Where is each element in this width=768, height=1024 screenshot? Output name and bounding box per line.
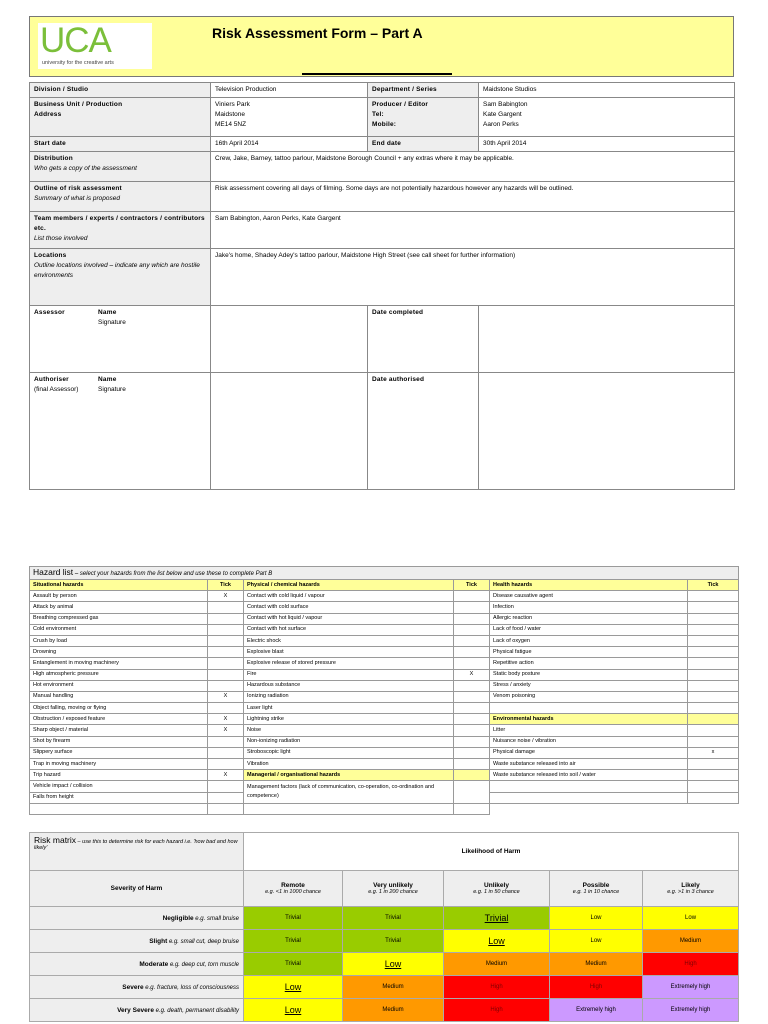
- situational-item: Vehicle impact / collision: [30, 781, 208, 792]
- health-item: Stress / anxiety: [490, 680, 688, 691]
- likelihood-column-header: [244, 871, 343, 907]
- likelihood-name: Unlikely: [484, 882, 509, 889]
- authoriser-name-field[interactable]: [211, 373, 368, 490]
- start-date-value[interactable]: 16th April 2014: [215, 140, 259, 147]
- tel-label: Tel:: [372, 111, 384, 118]
- locations-hint: Outline locations involved – indicate any which are hostile environments: [34, 262, 200, 279]
- health-item: Venom poisoning: [490, 691, 688, 702]
- severity-label-cell: [30, 930, 244, 953]
- physical-item: Fire: [244, 669, 454, 680]
- physical-tick[interactable]: X: [454, 669, 490, 680]
- start-date-label: Start date: [34, 140, 66, 147]
- row-team: [30, 212, 735, 249]
- environmental-item: Litter: [490, 725, 688, 736]
- date-authorised-field[interactable]: [479, 373, 735, 490]
- empty-tick[interactable]: [454, 803, 490, 814]
- hazard-row: [30, 691, 739, 702]
- likelihood-name: Remote: [281, 882, 305, 889]
- hazard-row: [30, 747, 739, 758]
- risk-level-cell: Low: [643, 907, 739, 930]
- severity-name: Moderate: [139, 960, 169, 968]
- likelihood-column-header: [343, 871, 444, 907]
- severity-example: e.g. fracture, loss of consciousness: [143, 984, 239, 991]
- environmental-tick[interactable]: [688, 736, 739, 747]
- physical-item: Stroboscopic light: [244, 747, 454, 758]
- situational-tick[interactable]: X: [208, 770, 244, 781]
- health-tick[interactable]: [688, 691, 739, 702]
- hazard-row: [30, 803, 739, 814]
- row-authoriser: [30, 373, 735, 490]
- hazard-row: [30, 635, 739, 646]
- hazard-row: [30, 669, 739, 680]
- environmental-header: Environmental hazards: [490, 714, 688, 725]
- physical-tick[interactable]: [454, 635, 490, 646]
- empty-cell: [244, 803, 454, 814]
- environmental-header-tick: [688, 714, 739, 725]
- severity-row: [30, 976, 739, 999]
- severity-row: [30, 953, 739, 976]
- physical-item: Noise: [244, 725, 454, 736]
- risk-level-cell: Medium: [343, 976, 444, 999]
- environmental-tick[interactable]: [688, 725, 739, 736]
- title-underline: [302, 73, 452, 75]
- risk-level-cell: Medium: [550, 953, 643, 976]
- risk-level-cell: Trivial: [343, 930, 444, 953]
- risk-level-cell: Trivial: [244, 907, 343, 930]
- physical-item: Contact with hot liquid / vapour: [244, 613, 454, 624]
- physical-tick[interactable]: [454, 691, 490, 702]
- situational-tick[interactable]: [208, 624, 244, 635]
- health-item: Physical fatigue: [490, 647, 688, 658]
- situational-tick[interactable]: [208, 703, 244, 714]
- situational-item: Trip hazard: [30, 770, 208, 781]
- distribution-value[interactable]: Crew, Jake, Barney, tattoo parlour, Maidstone Borough Council + any extras where it may be applicable.: [215, 155, 514, 162]
- health-tick[interactable]: [688, 680, 739, 691]
- health-item: Allergic reaction: [490, 613, 688, 624]
- health-header: Health hazards: [490, 580, 688, 591]
- matrix-header-row: [30, 871, 739, 907]
- health-tick[interactable]: [688, 669, 739, 680]
- physical-tick[interactable]: [454, 736, 490, 747]
- end-date-label: End date: [372, 140, 402, 147]
- row-dates: [30, 137, 735, 152]
- row-division: [30, 83, 735, 98]
- health-item: Repetitive action: [490, 658, 688, 669]
- physical-tick[interactable]: [454, 747, 490, 758]
- tick-header: Tick: [688, 580, 739, 591]
- environmental-tick[interactable]: [688, 759, 739, 770]
- matrix-title-row: [30, 833, 739, 871]
- situational-item: Manual handling: [30, 691, 208, 702]
- producer-label: Producer / Editor: [372, 101, 429, 108]
- outline-value[interactable]: Risk assessment covering all days of filming. Some days are not potentially hazardous however any hazards will be outlined.: [215, 185, 574, 192]
- date-completed-label: Date completed: [372, 309, 424, 316]
- situational-item: Shot by firearm: [30, 736, 208, 747]
- risk-level-cell: High: [444, 999, 550, 1022]
- severity-label-cell: [30, 976, 244, 999]
- date-completed-field[interactable]: [479, 306, 735, 373]
- likelihood-example: e.g. 1 in 50 chance: [473, 889, 520, 895]
- health-tick[interactable]: [688, 613, 739, 624]
- risk-level-cell: Low: [244, 976, 343, 999]
- hazard-list-subtitle: – select your hazards from the list below and use these to complete Part B: [73, 570, 273, 577]
- managerial-tick[interactable]: [454, 781, 490, 803]
- uca-logo: [38, 23, 152, 69]
- hazard-list-title: Hazard list: [33, 566, 74, 577]
- empty-tick[interactable]: [688, 781, 739, 792]
- severity-example: e.g. small bruise: [193, 915, 239, 922]
- empty-tick[interactable]: [688, 792, 739, 803]
- authoriser-signature-label: Signature: [98, 386, 126, 393]
- situational-tick[interactable]: [208, 736, 244, 747]
- mobile-value[interactable]: Aaron Perks: [483, 121, 519, 128]
- physical-tick[interactable]: [454, 759, 490, 770]
- risk-matrix-title: Risk matrix: [34, 835, 77, 845]
- severity-row: [30, 907, 739, 930]
- environmental-item: Nuisance noise / vibration: [490, 736, 688, 747]
- hazard-row: [30, 714, 739, 725]
- empty-cell: [490, 792, 688, 803]
- physical-item: Contact with hot surface: [244, 624, 454, 635]
- physical-item: Hazardous substance: [244, 680, 454, 691]
- hazard-row: [30, 624, 739, 635]
- health-item: Disease causative agent: [490, 591, 688, 602]
- health-tick[interactable]: [688, 624, 739, 635]
- tick-header: Tick: [454, 580, 490, 591]
- hazard-row: [30, 613, 739, 624]
- severity-label-cell: [30, 907, 244, 930]
- health-item: Static body posture: [490, 669, 688, 680]
- division-label: Division / Studio: [34, 86, 89, 93]
- physical-item: Lightning strike: [244, 714, 454, 725]
- team-value[interactable]: Sam Babington, Aaron Perks, Kate Gargent: [215, 215, 341, 222]
- assessor-signature-label: Signature: [98, 319, 126, 326]
- situational-tick[interactable]: X: [208, 691, 244, 702]
- situational-tick[interactable]: [208, 613, 244, 624]
- risk-level-cell: Extremely high: [643, 999, 739, 1022]
- address-line-1[interactable]: Maidstone: [215, 111, 245, 118]
- situational-tick[interactable]: X: [208, 725, 244, 736]
- situational-item: Sharp object / material: [30, 725, 208, 736]
- situational-tick[interactable]: [208, 759, 244, 770]
- end-date-value[interactable]: 30th April 2014: [483, 140, 527, 147]
- risk-level-cell: Extremely high: [643, 976, 739, 999]
- form-header: [29, 16, 734, 77]
- risk-level-cell: High: [643, 953, 739, 976]
- severity-name: Severe: [122, 983, 144, 991]
- physical-tick[interactable]: [454, 591, 490, 602]
- physical-tick[interactable]: [454, 680, 490, 691]
- empty-tick[interactable]: [688, 703, 739, 714]
- physical-item: Explosive blast: [244, 647, 454, 658]
- assessor-name-label: Name: [98, 309, 117, 316]
- physical-tick[interactable]: [454, 703, 490, 714]
- department-label: Department / Series: [372, 86, 437, 93]
- row-distribution: [30, 152, 735, 182]
- managerial-item: Management factors (lack of communication, co-operation, co-ordination and competence): [244, 781, 454, 803]
- physical-tick[interactable]: [454, 725, 490, 736]
- health-tick[interactable]: [688, 647, 739, 658]
- situational-tick[interactable]: [208, 792, 244, 803]
- environmental-tick[interactable]: [688, 770, 739, 781]
- likelihood-column-header: [444, 871, 550, 907]
- situational-item: Drowning: [30, 647, 208, 658]
- health-tick[interactable]: [688, 658, 739, 669]
- hazard-row: [30, 703, 739, 714]
- situational-item: Slippery surface: [30, 747, 208, 758]
- situational-item: Hot environment: [30, 680, 208, 691]
- situational-item: Cold environment: [30, 624, 208, 635]
- hazard-row: [30, 602, 739, 613]
- risk-level-cell: Medium: [444, 953, 550, 976]
- risk-level-cell: Trivial: [244, 930, 343, 953]
- severity-label: Severity of Harm: [110, 885, 163, 892]
- situational-item: Trap in moving machinery: [30, 759, 208, 770]
- likelihood-name: Likely: [681, 882, 700, 889]
- health-item: Lack of oxygen: [490, 635, 688, 646]
- hazard-row: [30, 680, 739, 691]
- physical-item: Electric shock: [244, 635, 454, 646]
- severity-example: e.g. small cut, deep bruise: [167, 938, 239, 945]
- department-value[interactable]: Maidstone Studios: [483, 86, 537, 93]
- situational-tick[interactable]: [208, 647, 244, 658]
- situational-item: High atmospheric pressure: [30, 669, 208, 680]
- health-item: Lack of food / water: [490, 624, 688, 635]
- situational-item: Falls from height: [30, 792, 208, 803]
- hazard-row: [30, 781, 739, 792]
- situational-tick[interactable]: X: [208, 714, 244, 725]
- hazard-row: [30, 736, 739, 747]
- risk-level-cell: Trivial: [244, 953, 343, 976]
- hazard-row: [30, 770, 739, 781]
- assessor-name-field[interactable]: [211, 306, 368, 373]
- authoriser-name-label: Name: [98, 376, 117, 383]
- severity-label-cell: [30, 999, 244, 1022]
- hazard-header-row: [30, 580, 739, 591]
- environmental-tick[interactable]: x: [688, 747, 739, 758]
- environmental-item: Waste substance released into soil / water: [490, 770, 688, 781]
- physical-tick[interactable]: [454, 714, 490, 725]
- severity-name: Slight: [149, 937, 168, 945]
- risk-matrix-table: [29, 832, 739, 1022]
- situational-item: Assault by person: [30, 591, 208, 602]
- physical-tick[interactable]: [454, 624, 490, 635]
- empty-cell: [30, 803, 208, 814]
- physical-tick[interactable]: [454, 602, 490, 613]
- risk-level-cell: Extremely high: [550, 999, 643, 1022]
- address-line-2[interactable]: ME14 5NZ: [215, 121, 247, 128]
- likelihood-example: e.g. <1 in 1000 chance: [265, 889, 321, 895]
- physical-header: Physical / chemical hazards: [244, 580, 454, 591]
- physical-item: Laser light: [244, 703, 454, 714]
- part-a-table: [29, 82, 735, 490]
- severity-name: Negligible: [162, 914, 194, 922]
- situational-tick[interactable]: [208, 680, 244, 691]
- hazard-row: [30, 759, 739, 770]
- row-locations: [30, 249, 735, 306]
- outline-label: Outline of risk assessment: [34, 185, 122, 192]
- date-authorised-label: Date authorised: [372, 376, 425, 383]
- physical-tick[interactable]: [454, 647, 490, 658]
- risk-matrix-subtitle: – use this to determine risk for each hazard i.e. 'how bad and how likely': [34, 839, 238, 851]
- producer-value[interactable]: Sam Babington: [483, 101, 528, 108]
- likelihood-name: Possible: [582, 882, 610, 889]
- authoriser-label: Authoriser: [34, 376, 69, 383]
- situational-item: Entanglement in moving machinery: [30, 658, 208, 669]
- situational-tick[interactable]: X: [208, 591, 244, 602]
- situational-header: Situational hazards: [30, 580, 208, 591]
- division-value[interactable]: Television Production: [215, 86, 277, 93]
- empty-tick[interactable]: [208, 803, 244, 814]
- managerial-header-tick: [454, 770, 490, 781]
- mobile-label: Mobile:: [372, 121, 397, 128]
- situational-tick[interactable]: [208, 669, 244, 680]
- row-outline: [30, 182, 735, 212]
- physical-tick[interactable]: [454, 658, 490, 669]
- situational-item: Obstruction / exposed feature: [30, 714, 208, 725]
- distribution-label: Distribution: [34, 155, 73, 162]
- tick-header: Tick: [208, 580, 244, 591]
- situational-item: Crush by load: [30, 635, 208, 646]
- likelihood-column-header: [643, 871, 739, 907]
- risk-level-cell: High: [550, 976, 643, 999]
- tel-value[interactable]: Kate Gargent: [483, 111, 522, 118]
- risk-level-cell: Medium: [343, 999, 444, 1022]
- row-business: [30, 98, 735, 137]
- severity-example: e.g. death, permanent disability: [153, 1007, 239, 1014]
- situational-item: Breathing compressed gas: [30, 613, 208, 624]
- physical-tick[interactable]: [454, 613, 490, 624]
- likelihood-example: e.g. 1 in 10 chance: [572, 889, 620, 895]
- risk-level-cell: Low: [343, 953, 444, 976]
- risk-level-cell: Medium: [643, 930, 739, 953]
- logo-tagline: university for the creative arts: [42, 60, 114, 66]
- outline-hint: Summary of what is proposed: [34, 195, 120, 202]
- severity-row: [30, 930, 739, 953]
- assessor-label: Assessor: [34, 309, 65, 316]
- hazard-row: [30, 647, 739, 658]
- severity-label-cell: [30, 953, 244, 976]
- physical-item: Ionizing radiation: [244, 691, 454, 702]
- physical-item: Explosive release of stored pressure: [244, 658, 454, 669]
- severity-name: Very Severe: [117, 1006, 154, 1014]
- situational-tick[interactable]: [208, 635, 244, 646]
- environmental-item: Physical damage: [490, 747, 688, 758]
- logo-wordmark: UCA: [40, 21, 111, 60]
- physical-item: Non-ionizing radiation: [244, 736, 454, 747]
- business-value[interactable]: Viniers Park: [215, 101, 250, 108]
- hazard-row: [30, 591, 739, 602]
- final-assessor-label: (final Assessor): [34, 386, 79, 393]
- situational-item: Attack by animal: [30, 602, 208, 613]
- situational-tick[interactable]: [208, 658, 244, 669]
- likelihood-example: e.g. >1 in 3 chance: [667, 889, 714, 895]
- likelihood-label: Likelihood of Harm: [461, 848, 521, 855]
- situational-tick[interactable]: [208, 602, 244, 613]
- risk-level-cell: Low: [244, 999, 343, 1022]
- severity-example: e.g. deep cut, torn muscle: [168, 961, 239, 968]
- physical-item: Contact with cold surface: [244, 602, 454, 613]
- risk-level-cell: High: [444, 976, 550, 999]
- risk-level-cell: Low: [550, 907, 643, 930]
- environmental-item: Waste substance released into air: [490, 759, 688, 770]
- health-tick[interactable]: [688, 602, 739, 613]
- physical-item: Vibration: [244, 759, 454, 770]
- hazard-list-table: [29, 566, 739, 815]
- health-tick[interactable]: [688, 591, 739, 602]
- severity-row: [30, 999, 739, 1022]
- likelihood-column-header: [550, 871, 643, 907]
- health-tick[interactable]: [688, 635, 739, 646]
- situational-tick[interactable]: [208, 781, 244, 792]
- managerial-header: Managerial / organisational hazards: [244, 770, 454, 781]
- locations-label: Locations: [34, 252, 67, 259]
- hazard-row: [30, 725, 739, 736]
- empty-cell: [490, 781, 688, 792]
- distribution-hint: Who gets a copy of the assessment: [34, 165, 137, 172]
- address-label: Address: [34, 111, 62, 118]
- health-item: Infection: [490, 602, 688, 613]
- likelihood-name: Very unlikely: [373, 882, 413, 889]
- risk-level-cell: Trivial: [343, 907, 444, 930]
- business-label: Business Unit / Production: [34, 101, 123, 108]
- team-label: Team members / experts / contractors / contributors etc.: [34, 215, 205, 232]
- locations-value[interactable]: Jake's home, Shadey Adey's tattoo parlour, Maidstone High Street (see call sheet for further information): [215, 252, 516, 259]
- page-title: Risk Assessment Form – Part A: [212, 25, 423, 41]
- hazard-title-row: [30, 567, 739, 580]
- hazard-row: [30, 658, 739, 669]
- risk-level-cell: Low: [550, 930, 643, 953]
- row-assessor: [30, 306, 735, 373]
- risk-level-cell: Trivial: [444, 907, 550, 930]
- physical-item: Contact with cold liquid / vapour: [244, 591, 454, 602]
- situational-tick[interactable]: [208, 747, 244, 758]
- likelihood-example: e.g. 1 in 200 chance: [368, 889, 418, 895]
- team-hint: List those involved: [34, 235, 88, 242]
- empty-cell: [490, 703, 688, 714]
- risk-level-cell: Low: [444, 930, 550, 953]
- situational-item: Object falling, moving or flying: [30, 703, 208, 714]
